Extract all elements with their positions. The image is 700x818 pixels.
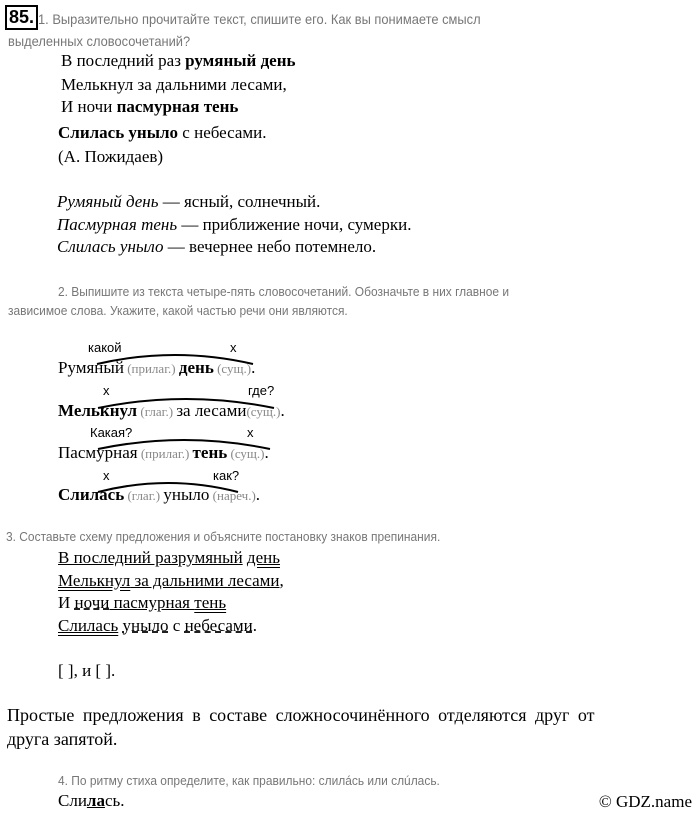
- exercise-number: 85.: [5, 5, 38, 30]
- phrase-row: Пасмурная (прилаг.) тень (сущ.).: [58, 443, 269, 462]
- answer-line-2: друга запятой.: [7, 729, 118, 749]
- question-label: какой: [88, 340, 122, 355]
- task3-title: 3. Составьте схему предложения и объясните постановку знаков препинания.: [6, 529, 441, 544]
- scheme-line-3: И ночи пасмурная тень: [58, 593, 227, 612]
- question-label: Какая?: [90, 425, 133, 440]
- sentence-scheme: [ ], и [ ].: [58, 661, 116, 680]
- poem-line-3: И ночи пасмурная тень: [61, 97, 239, 116]
- phrase-row: Мелькнул (глаг.) за лесами(сущ.).: [58, 401, 285, 420]
- scheme-line-4: Слилась уныло с небесами.: [58, 616, 258, 635]
- question-label: как?: [213, 468, 240, 483]
- scheme-line-2: Мелькнул за дальними лесами,: [58, 571, 284, 590]
- question-label: где?: [248, 383, 275, 398]
- phrase-row: Румяный (прилаг.) день (сущ.).: [58, 358, 256, 377]
- question-label: х: [103, 383, 110, 398]
- poem-author: (А. Пожидаев): [58, 147, 164, 166]
- question-label: х: [230, 340, 237, 355]
- task2-line1: 2. Выпишите из текста четыре-пять словосочетаний. Обозначьте в них главное и: [58, 284, 510, 299]
- task1-line1: 1. Выразительно прочитайте текст, спишите его. Как вы понимаете смысл: [38, 11, 481, 27]
- meaning-2: Пасмурная тень — приближение ночи, сумерки.: [57, 215, 412, 234]
- scheme-line-1: В последний разрумяный день: [58, 548, 280, 567]
- task1-line2: выделенных словосочетаний?: [8, 33, 191, 49]
- phrase-row: Слилась (глаг.) уныло (нареч.).: [58, 485, 261, 504]
- task2-line2: зависимое слова. Укажите, какой частью речи они являются.: [8, 303, 348, 318]
- meaning-1: Румяный день — ясный, солнечный.: [57, 192, 321, 211]
- question-label: х: [247, 425, 254, 440]
- poem-line-4: Слилась уныло с небесами.: [58, 123, 267, 142]
- poem-line-2: Мелькнул за дальними лесами,: [61, 75, 287, 94]
- copyright: © GDZ.name: [598, 792, 692, 811]
- meaning-3: Слилась уныло — вечернее небо потемнело.: [57, 237, 377, 256]
- answer-line-1: Простые предложения в составе сложносочинённого отделяются друг от: [7, 705, 595, 725]
- poem-line-1: В последний раз румяный день: [61, 51, 296, 70]
- task4-answer: Слилась.: [58, 791, 125, 810]
- task4-title: 4. По ритму стиха определите, как правильно: слилáсь или слúлась.: [58, 773, 440, 788]
- question-label: х: [103, 468, 110, 483]
